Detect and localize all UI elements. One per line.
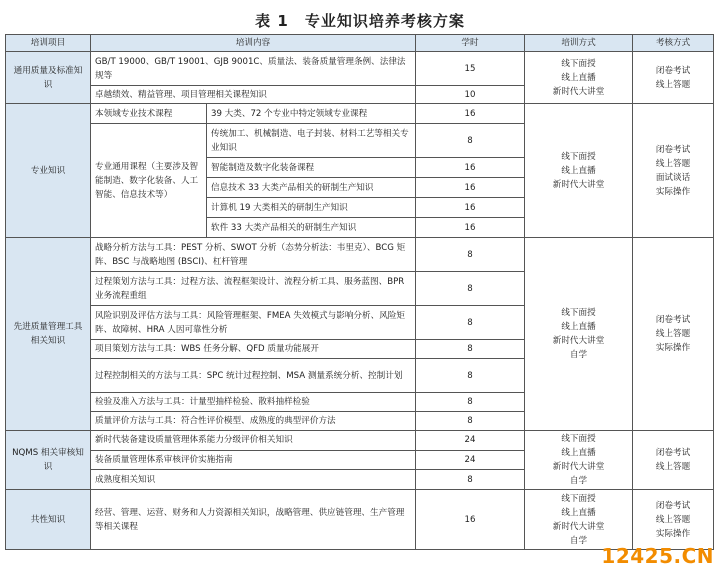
- method-line: 新时代大讲堂: [552, 179, 605, 190]
- table-row: [6, 238, 714, 272]
- content-cell: 新时代装备建设质量管理体系能力分级评价相关知识: [91, 431, 416, 451]
- subcontent-cell: 计算机 19 大类相关的研制生产知识: [207, 198, 416, 218]
- content-cell: 检验及准入方法与工具：计量型抽样检验、散料抽样检验: [91, 393, 416, 412]
- content-cell: 风险识别及评估方法与工具：风险管理框架、FMEA 失效模式与影响分析、风险矩阵、故障树、HRA 人因可靠性分析: [91, 306, 416, 340]
- method-line: 线上直播: [561, 72, 596, 83]
- method-line: 线下面授: [561, 434, 596, 444]
- method-line: 线上直播: [561, 165, 596, 176]
- method-line: 线上直播: [561, 322, 596, 332]
- header-training-method: 培训方式: [525, 35, 633, 52]
- assessment-line: 闭卷考试: [655, 65, 691, 76]
- method-cell: [525, 431, 633, 490]
- hours-cell: 24: [416, 431, 525, 451]
- assessment-line: 实际操作: [655, 186, 691, 197]
- hours-cell: 8: [416, 412, 525, 431]
- content-cell: GB/T 19000、GB/T 19001、GJB 9001C、质量法、装备质量管理条例、法律法规等: [91, 52, 416, 86]
- subcontent-cell: 智能制造及数字化装备课程: [207, 158, 416, 178]
- hours-cell: 24: [416, 450, 525, 470]
- content-cell: 经营、管理、运营、财务和人力资源相关知识，战略管理、供应链管理、生产管理等相关课程: [91, 490, 416, 550]
- method-line: 线下面授: [561, 493, 596, 504]
- hours-cell: 16: [416, 158, 525, 178]
- method-line: 线下面授: [561, 308, 596, 318]
- assessment-line: 闭卷考试: [655, 315, 691, 325]
- site-watermark: 12425.CN: [601, 544, 714, 568]
- hours-cell: 16: [416, 104, 525, 124]
- subcontent-cell: 39 大类、72 个专业中特定领域专业课程: [207, 104, 416, 124]
- method-line: 新时代大讲堂: [552, 462, 605, 472]
- method-line: 新时代大讲堂: [552, 336, 605, 346]
- method-cell: [525, 490, 633, 550]
- training-assessment-table: [5, 34, 714, 550]
- assessment-line: 线上答题: [655, 79, 691, 90]
- hours-cell: 8: [416, 306, 525, 340]
- method-line: 自学: [569, 535, 588, 546]
- content-cell: 质量评价方法与工具：符合性评价模型、成熟度的典型评价方法: [91, 412, 416, 431]
- section-name: 共性知识: [6, 490, 91, 550]
- assessment-line: 线上答题: [655, 158, 691, 169]
- hours-cell: 15: [416, 52, 525, 86]
- hours-cell: 8: [416, 272, 525, 306]
- method-line: 新时代大讲堂: [552, 521, 605, 532]
- method-line: 线上直播: [561, 448, 596, 458]
- hours-cell: 16: [416, 178, 525, 198]
- table-title: 表 1 专业知识培养考核方案: [255, 12, 465, 30]
- hours-cell: 8: [416, 470, 525, 490]
- hours-cell: 16: [416, 490, 525, 550]
- assessment-line: 实际操作: [655, 528, 691, 539]
- section-name: 通用质量及标准知识: [6, 52, 91, 104]
- header-training-content: 培训内容: [91, 35, 416, 52]
- assessment-line: 闭卷考试: [655, 500, 691, 511]
- hours-cell: 8: [416, 124, 525, 158]
- assessment-cell: [633, 104, 714, 238]
- assessment-cell: [633, 52, 714, 104]
- content-cell: 战略分析方法与工具：PEST 分析、SWOT 分析（态势分析法：韦里克）、BCG 矩阵、BSC 与战略地图 (BSCI)、杠杆管理: [91, 238, 416, 272]
- content-cell: 过程策划方法与工具：过程方法、流程框架设计、流程分析工具、服务蓝图、BPR 业务流程重组: [91, 272, 416, 306]
- table-row: [6, 104, 714, 124]
- section-name: 先进质量管理工具相关知识: [6, 238, 91, 431]
- hours-cell: 8: [416, 238, 525, 272]
- subcontent-cell: 软件 33 大类产品相关的研制生产知识: [207, 218, 416, 238]
- assessment-line: 闭卷考试: [655, 144, 691, 155]
- section-name: NQMS 相关审核知识: [6, 431, 91, 490]
- table-row: [6, 431, 714, 451]
- content-cell: 项目策划方法与工具：WBS 任务分解、QFD 质量功能展开: [91, 340, 416, 359]
- section-name: 专业知识: [6, 104, 91, 238]
- hours-cell: 16: [416, 198, 525, 218]
- method-cell: [525, 238, 633, 431]
- method-cell: [525, 52, 633, 104]
- header-assessment-method: 考核方式: [633, 35, 714, 52]
- assessment-line: 实际操作: [655, 343, 691, 353]
- subcontent-cell: 信息技术 33 大类产品相关的研制生产知识: [207, 178, 416, 198]
- header-row: [6, 35, 714, 52]
- method-line: 线下面授: [561, 151, 596, 162]
- hours-cell: 8: [416, 359, 525, 393]
- method-line: 线上直播: [561, 507, 596, 518]
- header-hours: 学时: [416, 35, 525, 52]
- subcontent-cell: 传统加工、机械制造、电子封装、材料工艺等相关专业知识: [207, 124, 416, 158]
- content-cell: 装备质量管理体系审核评价实施指南: [91, 450, 416, 470]
- assessment-line: 闭卷考试: [655, 448, 691, 458]
- assessment-line: 面试谈话: [655, 172, 691, 183]
- method-line: 新时代大讲堂: [552, 86, 605, 97]
- content-cell: 过程控制相关的方法与工具：SPC 统计过程控制、MSA 测量系统分析、控制计划: [91, 359, 416, 393]
- hours-cell: 8: [416, 340, 525, 359]
- header-training-item: 培训项目: [6, 35, 91, 52]
- assessment-cell: [633, 490, 714, 550]
- method-cell: [525, 104, 633, 238]
- content-cell: 卓越绩效、精益管理、项目管理相关课程知识: [91, 86, 416, 104]
- assessment-cell: [633, 238, 714, 431]
- content-cell: 本领域专业技术课程: [91, 104, 207, 124]
- hours-cell: 16: [416, 218, 525, 238]
- assessment-line: 线上答题: [655, 514, 691, 525]
- hours-cell: 10: [416, 86, 525, 104]
- assessment-line: 线上答题: [655, 329, 691, 339]
- method-line: 线下面授: [561, 58, 596, 69]
- content-cell: 成熟度相关知识: [91, 470, 416, 490]
- method-line: 自学: [569, 350, 588, 360]
- method-line: 自学: [569, 476, 588, 486]
- table-row: [6, 490, 714, 550]
- assessment-cell: [633, 431, 714, 490]
- assessment-line: 线上答题: [655, 462, 691, 472]
- content-cell: 专业通用课程（主要涉及智能制造、数字化装备、人工智能、信息技术等）: [91, 124, 207, 238]
- table-row: [6, 52, 714, 86]
- hours-cell: 8: [416, 393, 525, 412]
